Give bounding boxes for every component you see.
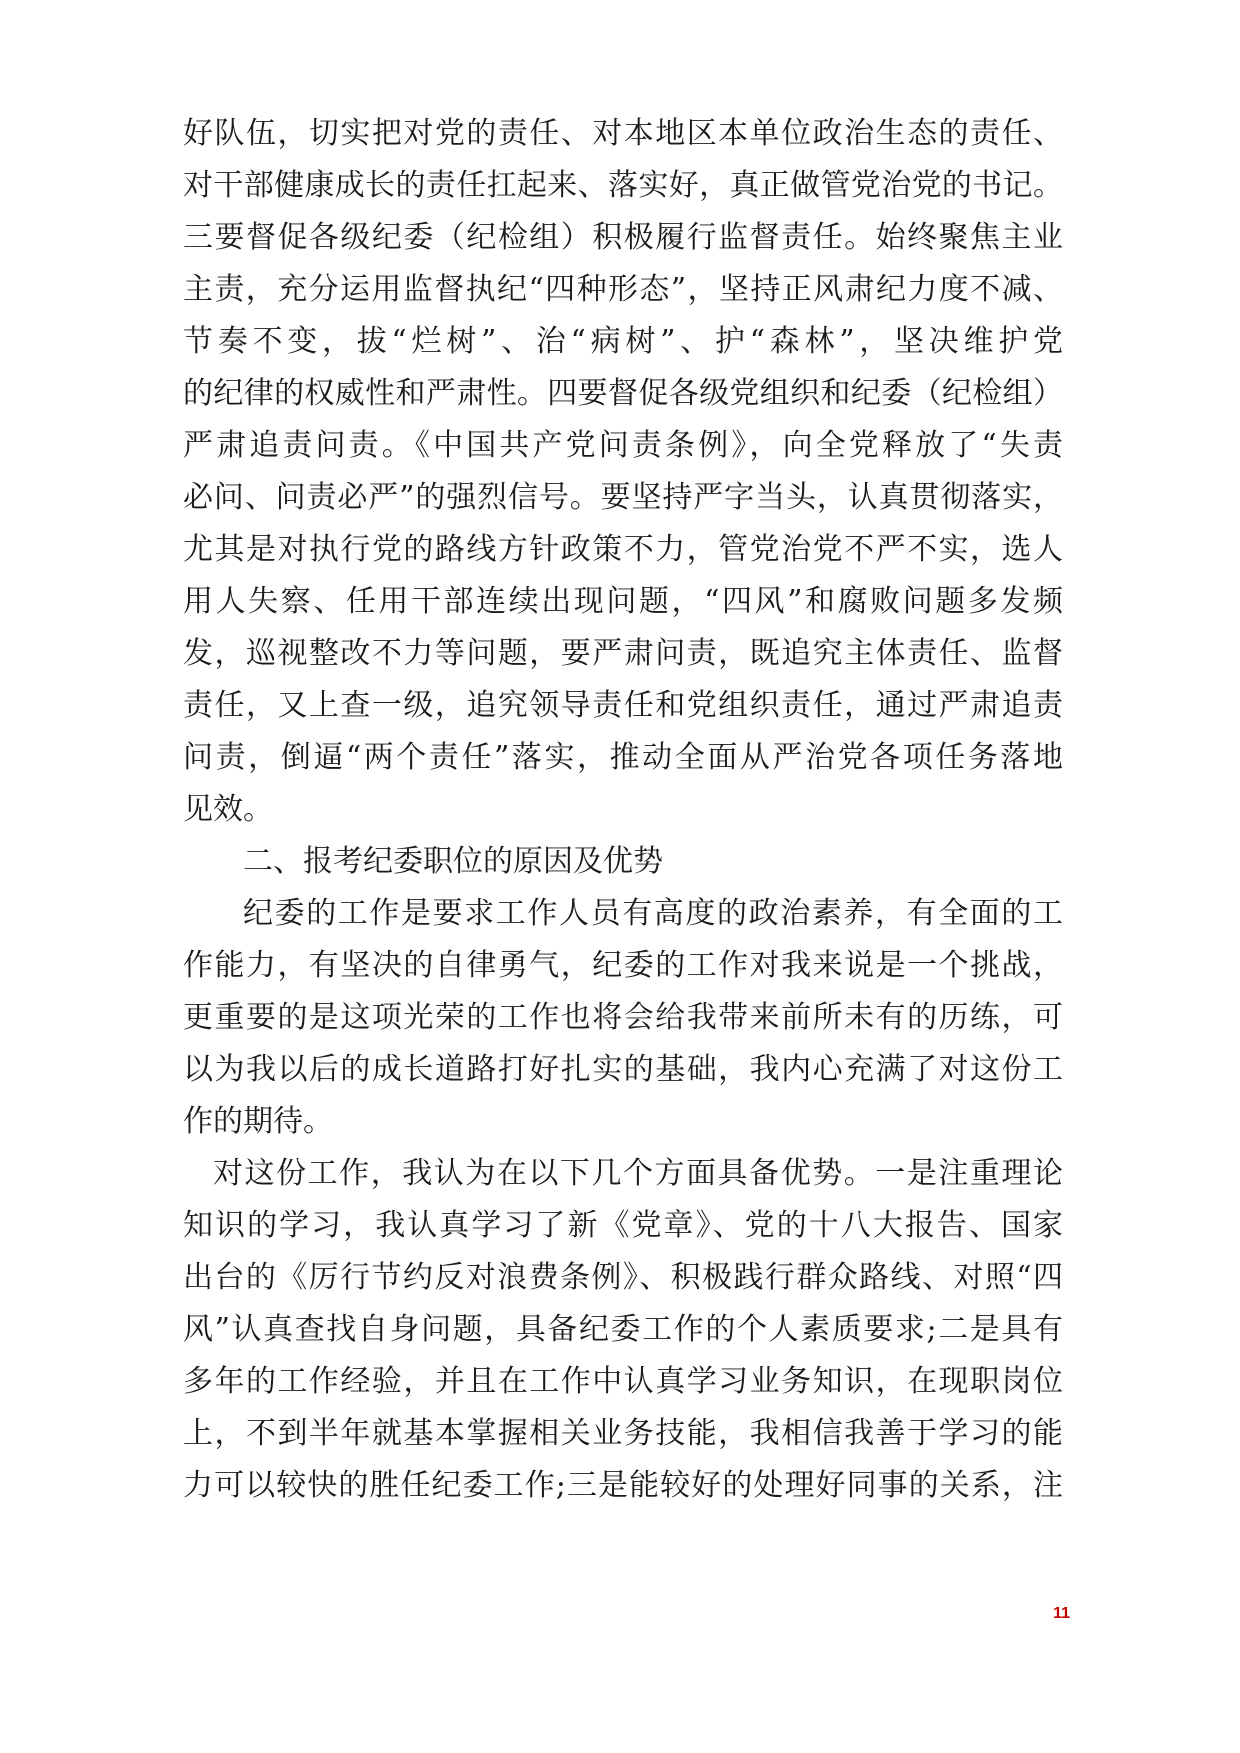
text-line-23: 出台的《厉行节约反对浪费条例》、积极践行群众路线、对照“四 (183, 1260, 1063, 1295)
text-line-21: 对这份工作，我认为在以下几个方面具备优势。一是注重理论 (213, 1156, 1063, 1191)
text-line-20: 作的期待。 (183, 1104, 333, 1139)
text-line-18: 更重要的是这项光荣的工作也将会给我带来前所未有的历练，可 (183, 1000, 1063, 1035)
text-line-7: 严肃追责问责。《中国共产党问责条例》，向全党释放了“失责 (183, 428, 1063, 463)
text-line-16: 纪委的工作是要求工作人员有高度的政治素养，有全面的工 (243, 896, 1063, 931)
text-line-24: 风”认真查找自身问题，具备纪委工作的个人素质要求;二是具有 (183, 1312, 1063, 1347)
text-line-2: 对干部健康成长的责任扛起来、落实好，真正做管党治党的书记。 (183, 168, 1063, 203)
text-line-19: 以为我以后的成长道路打好扎实的基础，我内心充满了对这份工 (183, 1052, 1063, 1087)
text-line-1: 好队伍，切实把对党的责任、对本地区本单位政治生态的责任、 (183, 116, 1063, 151)
text-line-12: 责任，又上查一级，追究领导责任和党组织责任，通过严肃追责 (183, 688, 1063, 723)
text-line-9: 尤其是对执行党的路线方针政策不力，管党治党不严不实，选人 (183, 532, 1063, 567)
text-line-6: 的纪律的权威性和严肃性。四要督促各级党组织和纪委（纪检组） (183, 376, 1063, 411)
text-line-17: 作能力，有坚决的自律勇气，纪委的工作对我来说是一个挑战， (183, 948, 1063, 983)
text-line-26: 上，不到半年就基本掌握相关业务技能，我相信我善于学习的能 (183, 1416, 1063, 1451)
section-heading: 二、报考纪委职位的原因及优势 (243, 844, 663, 879)
text-line-14: 见效。 (183, 792, 273, 827)
text-line-22: 知识的学习，我认真学习了新《党章》、党的十八大报告、国家 (183, 1208, 1063, 1243)
text-line-5: 节奏不变，拔“烂树”、治“病树”、护“森林”，坚决维护党 (183, 324, 1063, 359)
text-line-8: 必问、问责必严”的强烈信号。要坚持严字当头，认真贯彻落实， (183, 480, 1063, 515)
text-line-25: 多年的工作经验，并且在工作中认真学习业务知识，在现职岗位 (183, 1364, 1063, 1399)
page-number: 11 (1053, 1605, 1070, 1622)
text-line-11: 发，巡视整改不力等问题，要严肃问责，既追究主体责任、监督 (183, 636, 1063, 671)
text-line-27: 力可以较快的胜任纪委工作;三是能较好的处理好同事的关系，注 (183, 1468, 1063, 1503)
text-line-13: 问责，倒逼“两个责任”落实，推动全面从严治党各项任务落地 (183, 740, 1063, 775)
text-line-3: 三要督促各级纪委（纪检组）积极履行监督责任。始终聚焦主业 (183, 220, 1063, 255)
text-line-4: 主责，充分运用监督执纪“四种形态”，坚持正风肃纪力度不减、 (183, 272, 1063, 307)
text-line-10: 用人失察、任用干部连续出现问题，“四风”和腐败问题多发频 (183, 584, 1063, 619)
